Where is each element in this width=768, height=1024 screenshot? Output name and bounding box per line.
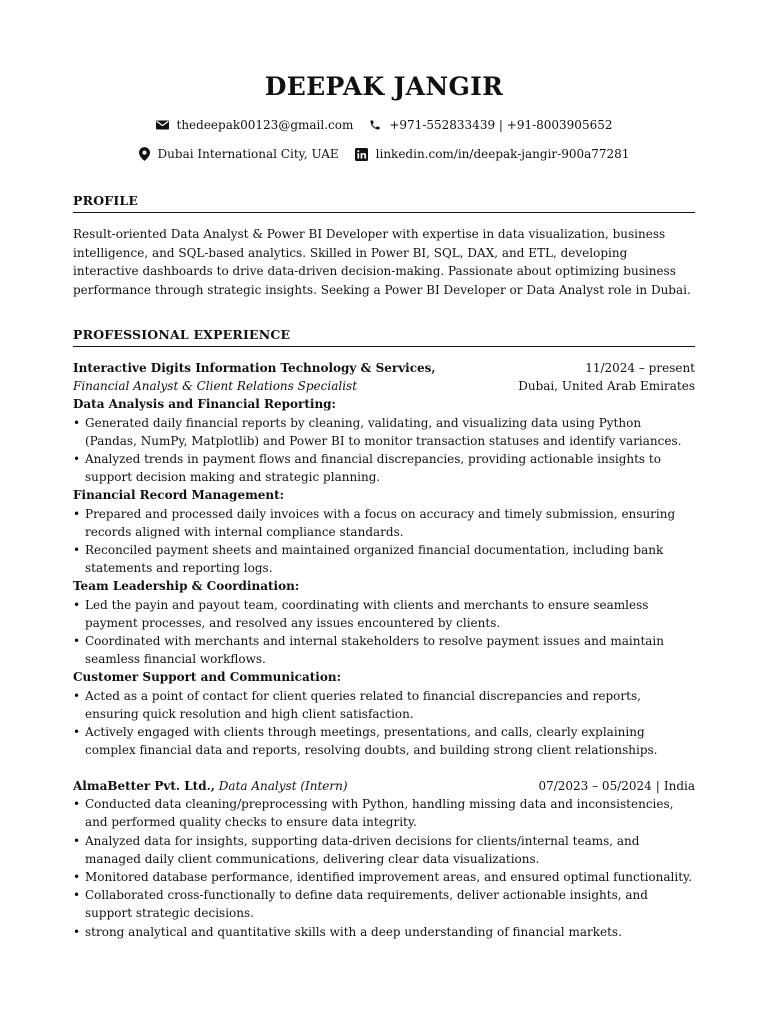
bullet-list: [73, 687, 695, 760]
experience-heading: PROFESSIONAL EXPERIENCE: [73, 327, 291, 342]
candidate-name: DEEPAK JANGIR: [264, 72, 504, 101]
job-title: Data Analyst (Intern): [218, 779, 348, 793]
job-almabetter: [73, 777, 695, 941]
contact-linkedin[interactable]: [355, 147, 630, 161]
job-role-line: [73, 377, 695, 395]
job-dates: 07/2023 – 05/2024: [538, 779, 652, 793]
location-pin-icon: [139, 147, 150, 161]
job-location: Dubai, United Arab Emirates: [518, 379, 695, 394]
bullet-list: [73, 414, 695, 487]
subsection-heading: Customer Support and Communication:: [73, 670, 341, 685]
email-text: thedeepak00123@gmail.com: [176, 118, 354, 132]
phone-icon: [369, 119, 381, 131]
date-location-divider: |: [655, 779, 660, 793]
bullet-list: [73, 596, 695, 669]
job-title: Financial Analyst & Client Relations Specialist: [73, 379, 358, 394]
contact-phone[interactable]: [369, 118, 612, 132]
company-name: Interactive Digits Information Technology & Services,: [73, 361, 436, 375]
bullet-item: • strong analytical and quantitative skills with a deep understanding of financial markets.: [73, 923, 695, 941]
bullet-item: • Actively engaged with clients through meetings, presentations, and calls, clearly explaining complex financial data and reports, resolving doubts, and building strong client relationships.: [73, 723, 695, 759]
contact-row-primary: [0, 118, 768, 132]
bullet-list: [73, 795, 695, 941]
bullet-item: • Generated daily financial reports by cleaning, validating, and visualizing data using Python (Pandas, NumPy, Matplotlib) and Power BI to monitor transaction statuses and identify variances.: [73, 414, 695, 450]
job-location: India: [663, 779, 695, 793]
bullet-item: • Coordinated with merchants and internal stakeholders to resolve payment issues and maintain seamless financial workflows.: [73, 632, 695, 668]
bullet-item: • Monitored database performance, identified improvement areas, and ensured optimal functionality.: [73, 868, 695, 886]
company-name: AlmaBetter Pvt. Ltd.,: [73, 779, 215, 793]
bullet-item: • Conducted data cleaning/preprocessing with Python, handling missing data and inconsistencies, and performed quality checks to ensure data integrity.: [73, 795, 695, 831]
envelope-icon: [156, 120, 169, 130]
bullet-item: • Analyzed data for insights, supporting data-driven decisions for clients/internal teams, and managed daily client communications, delivering clear data visualizations.: [73, 832, 695, 868]
job-header-line: [73, 777, 695, 795]
profile-summary: Result-oriented Data Analyst & Power BI Developer with expertise in data visualization, business intelligence, and SQL-based analytics. Skilled in Power BI, SQL, DAX, and ETL, developing interactive dashboards to drive data-driven decision-making. Passionate about optimizing business performance through strategic insights. Seeking a Power BI Developer or Data Analyst role in Dubai.: [73, 227, 691, 297]
bullet-item: • Acted as a point of contact for client queries related to financial discrepancies and reports, ensuring quick resolution and high client satisfaction.: [73, 687, 695, 723]
bullet-item: • Prepared and processed daily invoices with a focus on accuracy and timely submission, ensuring records aligned with internal compliance standards.: [73, 505, 695, 541]
bullet-item: • Reconciled payment sheets and maintained organized financial documentation, including bank statements and reporting logs.: [73, 541, 695, 577]
location-text: Dubai International City, UAE: [157, 147, 339, 161]
subsection-heading: Data Analysis and Financial Reporting:: [73, 397, 336, 412]
subsection-heading: Team Leadership & Coordination:: [73, 579, 300, 594]
profile-heading: PROFILE: [73, 193, 139, 208]
job-header-line: [73, 359, 695, 377]
phone-text: +971-552833439 | +91-8003905652: [389, 118, 613, 132]
bullet-item: • Analyzed trends in payment flows and financial discrepancies, providing actionable insights to support decision making and strategic planning.: [73, 450, 695, 486]
job-interactive-digits: [73, 359, 695, 759]
bullet-item: • Led the payin and payout team, coordinating with clients and merchants to ensure seamless payment processes, and resolved any issues encountered by clients.: [73, 596, 695, 632]
experience-divider: [73, 346, 695, 347]
linkedin-text: linkedin.com/in/deepak-jangir-900a77281: [375, 147, 630, 161]
contact-location: [139, 147, 339, 161]
bullet-list: [73, 505, 695, 578]
job-dates: 11/2024 – present: [585, 361, 695, 375]
contact-email[interactable]: [156, 118, 354, 132]
contact-row-secondary: [0, 147, 768, 161]
profile-divider: [73, 212, 695, 213]
linkedin-icon: [355, 148, 368, 161]
subsection-heading: Financial Record Management:: [73, 488, 285, 503]
bullet-item: • Collaborated cross-functionally to define data requirements, deliver actionable insights, and support strategic decisions.: [73, 886, 695, 922]
